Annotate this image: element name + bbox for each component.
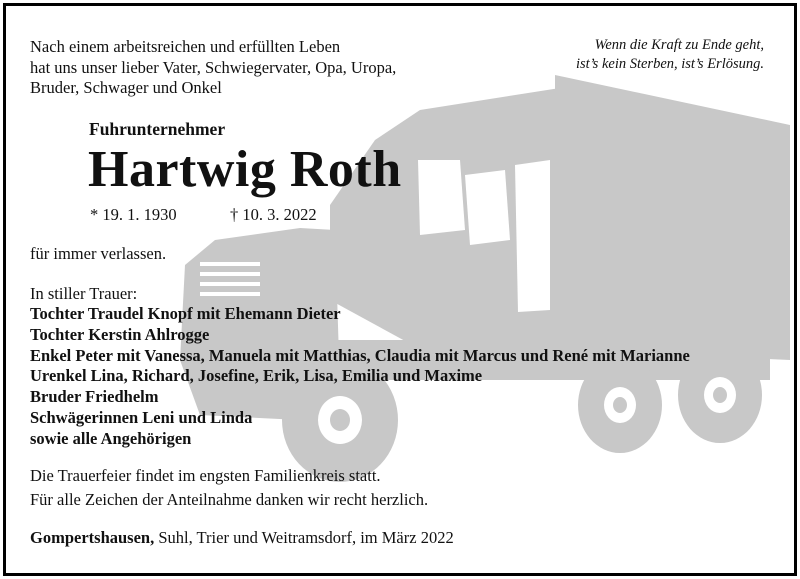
left-us-text: für immer verlassen. bbox=[30, 244, 167, 263]
intro-line: Bruder, Schwager und Onkel bbox=[30, 78, 222, 97]
mourner-line: Enkel Peter mit Vanessa, Manuela mit Matthias, Claudia mit Marcus und René mit Marianne bbox=[30, 345, 690, 365]
intro-line: hat uns unser lieber Vater, Schwiegervater, Opa, Uropa, bbox=[30, 57, 397, 77]
intro-text bbox=[30, 37, 396, 99]
motto-quote bbox=[552, 36, 764, 74]
mourner-line: sowie alle Angehörigen bbox=[30, 428, 192, 448]
mourning-intro: In stiller Trauer: bbox=[30, 284, 138, 303]
mourner-line: Tochter Traudel Knopf mit Ehemann Dieter bbox=[30, 304, 341, 323]
death-date: † 10. 3. 2022 bbox=[230, 205, 317, 224]
intro-line: Nach einem arbeitsreichen und erfüllten Leben bbox=[30, 37, 341, 56]
birth-date: * 19. 1. 1930 bbox=[90, 205, 177, 224]
profession: Fuhrunternehmer bbox=[89, 119, 226, 139]
thanks-note: Für alle Zeichen der Anteilnahme danken wir recht herzlich. bbox=[30, 490, 429, 509]
mourner-line: Bruder Friedhelm bbox=[30, 387, 159, 407]
motto-line: Wenn die Kraft zu Ende geht, bbox=[594, 37, 764, 53]
funeral-note: Die Trauerfeier findet im engsten Familienkreis statt. bbox=[30, 466, 381, 485]
deceased-name: Hartwig Roth bbox=[88, 141, 402, 198]
mourner-line: Urenkel Lina, Richard, Josefine, Erik, Lisa, Emilia und Maxime bbox=[30, 366, 483, 386]
mourner-line: Schwägerinnen Leni und Linda bbox=[30, 407, 253, 427]
mourner-line: Tochter Kerstin Ahlrogge bbox=[30, 324, 210, 344]
mourners-list bbox=[30, 304, 690, 450]
motto-line: ist’s kein Sterben, ist’s Erlösung. bbox=[576, 56, 764, 72]
place-rest: Suhl, Trier und Weitramsdorf, im März 2022 bbox=[154, 528, 454, 547]
place-and-date bbox=[30, 528, 454, 548]
place-town: Gompertshausen, bbox=[30, 528, 155, 547]
